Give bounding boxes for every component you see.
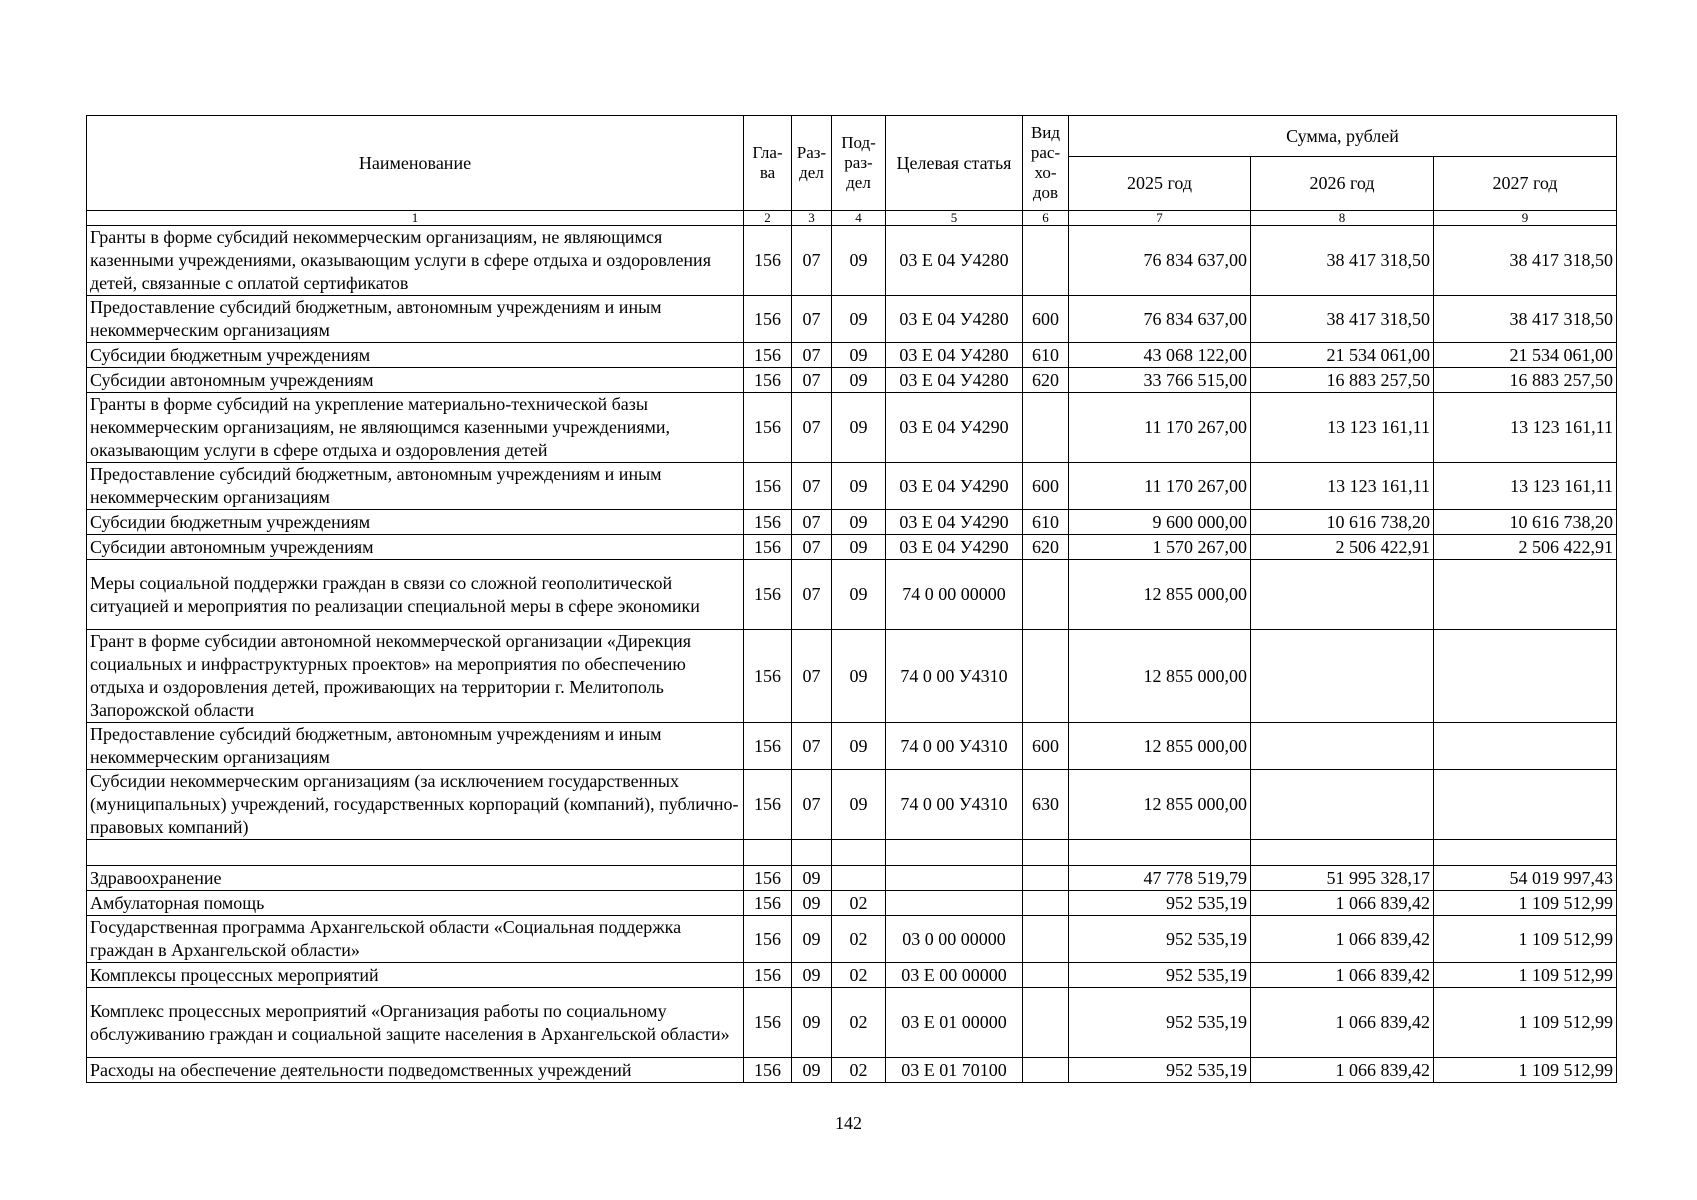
row-razdel: 07 [792, 226, 832, 296]
row-podrazdel: 09 [832, 296, 886, 343]
row-razdel: 09 [792, 988, 832, 1058]
page-number: 142 [835, 1113, 862, 1133]
row-sum-2025: 12 855 000,00 [1069, 770, 1251, 840]
row-glava: 156 [744, 1058, 792, 1083]
table-row [87, 770, 1617, 840]
row-sum-2025: 9 600 000,00 [1069, 510, 1251, 535]
header-celevaya-statya: Целевая статья [886, 116, 1023, 211]
row-name: Предоставление субсидий бюджетным, автономным учреждениям и иным некоммерческим организациям [87, 296, 744, 343]
header-year-2026: 2026 год [1251, 157, 1434, 211]
row-celevaya-statya: 74 0 00 У4310 [886, 770, 1023, 840]
row-name: Комплекс процессных мероприятий «Организация работы по социальному обслуживанию граждан и социальной защите населения в Архангельской области» [87, 988, 744, 1058]
row-razdel: 09 [792, 866, 832, 891]
table-row [87, 1058, 1617, 1083]
row-sum-2027 [1434, 770, 1617, 840]
row-sum-2026: 1 066 839,42 [1251, 891, 1434, 916]
row-name: Государственная программа Архангельской области «Социальная поддержка граждан в Архангельской области» [87, 916, 744, 963]
row-sum-2025: 952 535,19 [1069, 1058, 1251, 1083]
row-vid-rashodov: 620 [1023, 368, 1069, 393]
row-name: Грант в форме субсидии автономной некоммерческой организации «Дирекция социальных и инфраструктурных проектов» на мероприятия по обеспечению отдыха и оздоровления детей, проживающих на территории г. Мелитополь Запорожской области [87, 630, 744, 723]
row-podrazdel: 09 [832, 723, 886, 770]
row-sum-2027 [1434, 560, 1617, 630]
row-razdel: 07 [792, 343, 832, 368]
row-celevaya-statya: 03 Е 04 У4280 [886, 368, 1023, 393]
row-celevaya-statya: 03 Е 01 00000 [886, 988, 1023, 1058]
row-glava: 156 [744, 393, 792, 463]
row-razdel: 09 [792, 916, 832, 963]
row-sum-2026 [1251, 770, 1434, 840]
row-name: Гранты в форме субсидий некоммерческим организациям, не являющимся казенными учреждениями, оказывающим услуги в сфере отдыха и оздоровления детей, связанные с оплатой сертификатов [87, 226, 744, 296]
row-sum-2025: 12 855 000,00 [1069, 723, 1251, 770]
row-sum-2026: 1 066 839,42 [1251, 1058, 1434, 1083]
row-podrazdel: 09 [832, 560, 886, 630]
row-sum-2027: 10 616 738,20 [1434, 510, 1617, 535]
table-row [87, 916, 1617, 963]
row-sum-2025: 952 535,19 [1069, 891, 1251, 916]
header-year-2025: 2025 год [1069, 157, 1251, 211]
row-glava: 156 [744, 630, 792, 723]
header-glava: Гла-ва [744, 116, 792, 211]
row-podrazdel: 02 [832, 963, 886, 988]
row-vid-rashodov: 600 [1023, 463, 1069, 510]
row-sum-2026: 1 066 839,42 [1251, 963, 1434, 988]
row-celevaya-statya: 74 0 00 У4310 [886, 723, 1023, 770]
row-glava: 156 [744, 368, 792, 393]
row-sum-2027 [1434, 723, 1617, 770]
row-vid-rashodov: 620 [1023, 535, 1069, 560]
row-vid-rashodov: 600 [1023, 296, 1069, 343]
row-vid-rashodov [1023, 866, 1069, 891]
row-name: Предоставление субсидий бюджетным, автономным учреждениям и иным некоммерческим организациям [87, 463, 744, 510]
row-celevaya-statya: 03 Е 04 У4290 [886, 393, 1023, 463]
row-podrazdel: 09 [832, 630, 886, 723]
table-row [87, 296, 1617, 343]
row-vid-rashodov [1023, 560, 1069, 630]
row-sum-2027: 16 883 257,50 [1434, 368, 1617, 393]
row-glava: 156 [744, 535, 792, 560]
table-row [87, 510, 1617, 535]
row-razdel: 09 [792, 963, 832, 988]
row-podrazdel: 02 [832, 1058, 886, 1083]
row-vid-rashodov: 610 [1023, 343, 1069, 368]
row-name: Гранты в форме субсидий на укрепление материально-технической базы некоммерческим организациям, не являющимся казенными учреждениями, оказывающим услуги в сфере отдыха и оздоровления детей [87, 393, 744, 463]
row-sum-2027: 1 109 512,99 [1434, 988, 1617, 1058]
row-sum-2027: 54 019 997,43 [1434, 866, 1617, 891]
row-vid-rashodov [1023, 1058, 1069, 1083]
row-razdel: 07 [792, 560, 832, 630]
row-name: Субсидии автономным учреждениям [87, 368, 744, 393]
row-podrazdel: 09 [832, 510, 886, 535]
table-row [87, 866, 1617, 891]
row-podrazdel: 09 [832, 368, 886, 393]
row-razdel: 07 [792, 535, 832, 560]
row-sum-2025 [1069, 840, 1251, 866]
row-podrazdel: 09 [832, 226, 886, 296]
row-glava: 156 [744, 560, 792, 630]
row-vid-rashodov [1023, 630, 1069, 723]
row-razdel: 07 [792, 368, 832, 393]
row-sum-2026: 38 417 318,50 [1251, 226, 1434, 296]
row-sum-2026 [1251, 723, 1434, 770]
row-razdel: 07 [792, 296, 832, 343]
table-row [87, 988, 1617, 1058]
row-razdel: 07 [792, 770, 832, 840]
row-razdel: 09 [792, 891, 832, 916]
header-year-2027: 2027 год [1434, 157, 1617, 211]
row-sum-2026 [1251, 630, 1434, 723]
row-razdel: 07 [792, 393, 832, 463]
row-sum-2026 [1251, 560, 1434, 630]
table-row [87, 535, 1617, 560]
row-glava: 156 [744, 510, 792, 535]
row-sum-2025: 33 766 515,00 [1069, 368, 1251, 393]
row-sum-2027: 38 417 318,50 [1434, 296, 1617, 343]
row-celevaya-statya: 03 Е 04 У4280 [886, 343, 1023, 368]
row-sum-2027 [1434, 630, 1617, 723]
row-name: Расходы на обеспечение деятельности подведомственных учреждений [87, 1058, 744, 1083]
row-vid-rashodov [1023, 891, 1069, 916]
table-row [87, 343, 1617, 368]
header-name: Наименование [87, 116, 744, 211]
row-celevaya-statya: 03 Е 04 У4290 [886, 510, 1023, 535]
table-row [87, 463, 1617, 510]
row-celevaya-statya: 74 0 00 У4310 [886, 630, 1023, 723]
row-podrazdel: 09 [832, 343, 886, 368]
column-number: 2 [744, 211, 792, 226]
row-glava: 156 [744, 866, 792, 891]
row-vid-rashodov [1023, 226, 1069, 296]
table-row [87, 840, 1617, 866]
row-sum-2026: 10 616 738,20 [1251, 510, 1434, 535]
row-podrazdel: 09 [832, 535, 886, 560]
row-vid-rashodov: 630 [1023, 770, 1069, 840]
row-glava: 156 [744, 226, 792, 296]
row-sum-2025: 952 535,19 [1069, 988, 1251, 1058]
row-name: Субсидии бюджетным учреждениям [87, 510, 744, 535]
row-sum-2025: 952 535,19 [1069, 963, 1251, 988]
row-glava: 156 [744, 723, 792, 770]
row-sum-2027 [1434, 840, 1617, 866]
row-sum-2026: 38 417 318,50 [1251, 296, 1434, 343]
column-numbers-row [87, 211, 1617, 226]
row-glava: 156 [744, 296, 792, 343]
row-sum-2025: 12 855 000,00 [1069, 560, 1251, 630]
row-sum-2027: 1 109 512,99 [1434, 1058, 1617, 1083]
row-glava: 156 [744, 988, 792, 1058]
row-razdel: 07 [792, 510, 832, 535]
row-celevaya-statya: 03 Е 00 00000 [886, 963, 1023, 988]
row-vid-rashodov [1023, 393, 1069, 463]
row-sum-2027: 21 534 061,00 [1434, 343, 1617, 368]
column-number: 9 [1434, 211, 1617, 226]
row-celevaya-statya: 03 0 00 00000 [886, 916, 1023, 963]
table-row [87, 560, 1617, 630]
row-razdel: 09 [792, 1058, 832, 1083]
row-sum-2026: 2 506 422,91 [1251, 535, 1434, 560]
row-vid-rashodov: 600 [1023, 723, 1069, 770]
row-sum-2027: 38 417 318,50 [1434, 226, 1617, 296]
row-sum-2026: 16 883 257,50 [1251, 368, 1434, 393]
row-sum-2025: 76 834 637,00 [1069, 296, 1251, 343]
column-number: 4 [832, 211, 886, 226]
row-sum-2025: 952 535,19 [1069, 916, 1251, 963]
row-name: Комплексы процессных мероприятий [87, 963, 744, 988]
column-number: 3 [792, 211, 832, 226]
row-sum-2025: 11 170 267,00 [1069, 463, 1251, 510]
row-sum-2027: 2 506 422,91 [1434, 535, 1617, 560]
row-razdel: 07 [792, 630, 832, 723]
row-celevaya-statya: 03 Е 04 У4290 [886, 463, 1023, 510]
row-podrazdel: 09 [832, 463, 886, 510]
row-glava: 156 [744, 770, 792, 840]
header-vid-rashodov: Вид рас-хо-дов [1023, 116, 1069, 211]
row-sum-2027: 13 123 161,11 [1434, 393, 1617, 463]
row-vid-rashodov [1023, 988, 1069, 1058]
table-row [87, 226, 1617, 296]
row-celevaya-statya [886, 891, 1023, 916]
row-sum-2026: 1 066 839,42 [1251, 916, 1434, 963]
row-celevaya-statya [886, 866, 1023, 891]
row-sum-2027: 13 123 161,11 [1434, 463, 1617, 510]
table-row [87, 630, 1617, 723]
row-glava: 156 [744, 963, 792, 988]
row-sum-2025: 43 068 122,00 [1069, 343, 1251, 368]
row-celevaya-statya: 03 Е 04 У4280 [886, 296, 1023, 343]
table-row [87, 393, 1617, 463]
row-sum-2026: 51 995 328,17 [1251, 866, 1434, 891]
row-glava: 156 [744, 463, 792, 510]
column-number: 1 [87, 211, 744, 226]
table-body [87, 226, 1617, 1083]
row-sum-2026: 13 123 161,11 [1251, 393, 1434, 463]
row-name: Амбулаторная помощь [87, 891, 744, 916]
row-glava: 156 [744, 891, 792, 916]
header-razdel: Раз-дел [792, 116, 832, 211]
column-number: 8 [1251, 211, 1434, 226]
row-glava [744, 840, 792, 866]
row-sum-2027: 1 109 512,99 [1434, 891, 1617, 916]
row-sum-2026: 1 066 839,42 [1251, 988, 1434, 1058]
row-sum-2025: 12 855 000,00 [1069, 630, 1251, 723]
row-podrazdel: 02 [832, 916, 886, 963]
row-podrazdel: 09 [832, 393, 886, 463]
row-glava: 156 [744, 916, 792, 963]
row-sum-2025: 47 778 519,79 [1069, 866, 1251, 891]
budget-table [86, 115, 1617, 1083]
row-celevaya-statya: 03 Е 04 У4280 [886, 226, 1023, 296]
table-row [87, 723, 1617, 770]
header-podrazdel: Под-раз-дел [832, 116, 886, 211]
row-razdel: 07 [792, 723, 832, 770]
row-podrazdel: 02 [832, 988, 886, 1058]
row-vid-rashodov [1023, 916, 1069, 963]
table-header [87, 116, 1617, 226]
row-name: Здравоохранение [87, 866, 744, 891]
row-name: Субсидии бюджетным учреждениям [87, 343, 744, 368]
row-name [87, 840, 744, 866]
row-podrazdel: 02 [832, 891, 886, 916]
table-row [87, 368, 1617, 393]
row-sum-2026: 21 534 061,00 [1251, 343, 1434, 368]
row-podrazdel: 09 [832, 770, 886, 840]
row-razdel [792, 840, 832, 866]
row-sum-2027: 1 109 512,99 [1434, 963, 1617, 988]
table-row [87, 963, 1617, 988]
header-summa: Сумма, рублей [1069, 116, 1617, 157]
column-number: 6 [1023, 211, 1069, 226]
row-sum-2026: 13 123 161,11 [1251, 463, 1434, 510]
row-glava: 156 [744, 343, 792, 368]
row-name: Субсидии некоммерческим организациям (за исключением государственных (муниципальных) учреждений, государственных корпораций (компаний), публично-правовых компаний) [87, 770, 744, 840]
row-podrazdel [832, 840, 886, 866]
row-sum-2027: 1 109 512,99 [1434, 916, 1617, 963]
row-podrazdel [832, 866, 886, 891]
row-celevaya-statya: 03 Е 01 70100 [886, 1058, 1023, 1083]
row-sum-2025: 11 170 267,00 [1069, 393, 1251, 463]
row-sum-2025: 1 570 267,00 [1069, 535, 1251, 560]
row-sum-2025: 76 834 637,00 [1069, 226, 1251, 296]
table-row [87, 891, 1617, 916]
row-vid-rashodov [1023, 840, 1069, 866]
row-celevaya-statya [886, 840, 1023, 866]
row-name: Меры социальной поддержки граждан в связи со сложной геополитической ситуацией и мероприятия по реализации специальной меры в сфере экономики [87, 560, 744, 630]
row-sum-2026 [1251, 840, 1434, 866]
row-celevaya-statya: 03 Е 04 У4290 [886, 535, 1023, 560]
row-name: Предоставление субсидий бюджетным, автономным учреждениям и иным некоммерческим организациям [87, 723, 744, 770]
row-razdel: 07 [792, 463, 832, 510]
row-name: Субсидии автономным учреждениям [87, 535, 744, 560]
row-celevaya-statya: 74 0 00 00000 [886, 560, 1023, 630]
column-number: 7 [1069, 211, 1251, 226]
column-number: 5 [886, 211, 1023, 226]
row-vid-rashodov [1023, 963, 1069, 988]
row-vid-rashodov: 610 [1023, 510, 1069, 535]
